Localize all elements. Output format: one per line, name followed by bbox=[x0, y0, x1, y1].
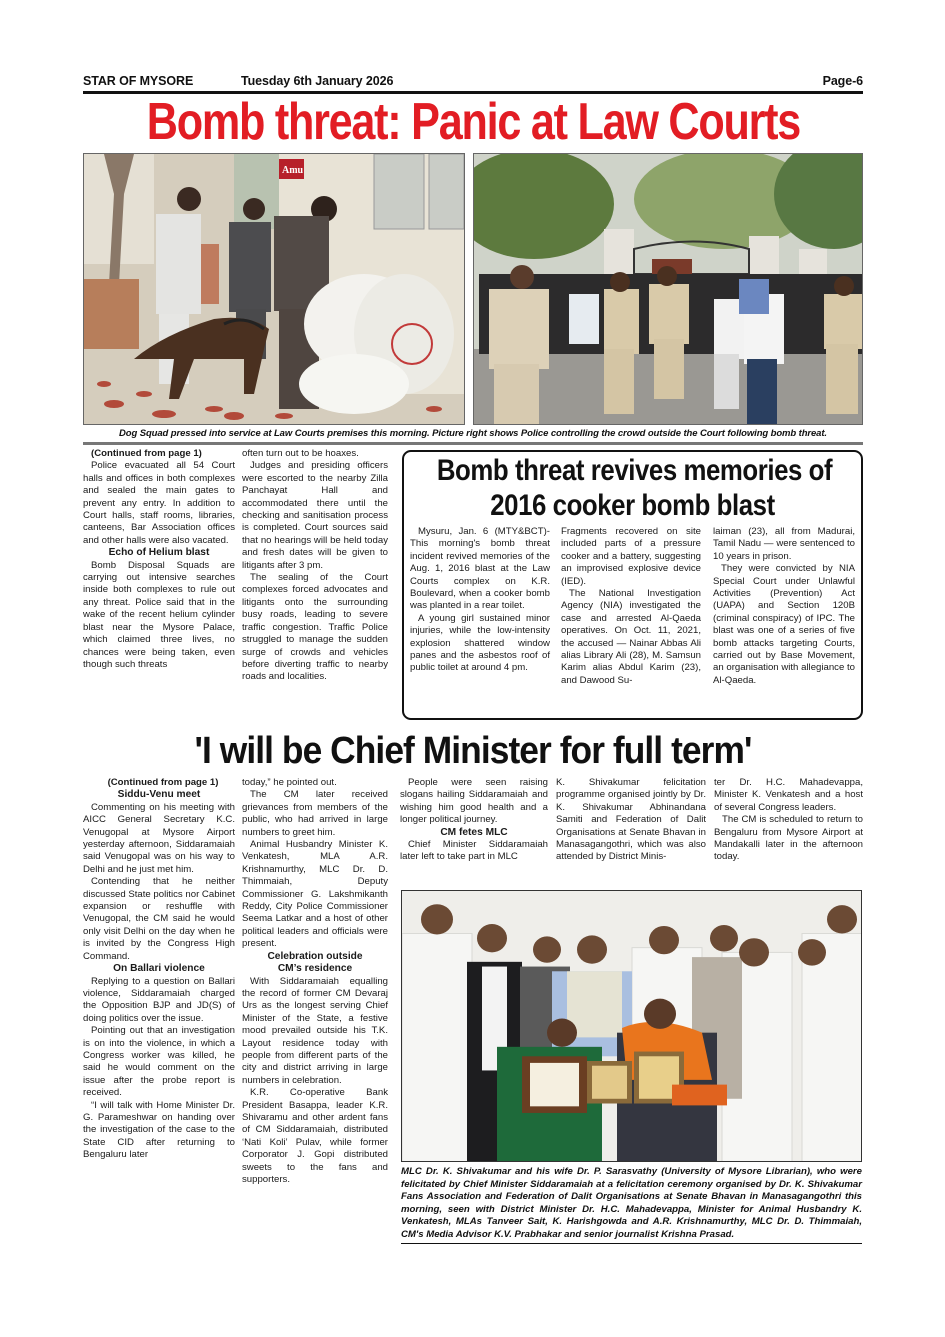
continued-label: (Continued from page 1) bbox=[107, 777, 219, 788]
continued-label: (Continued from page 1) bbox=[91, 448, 202, 459]
subheading: Celebration outside bbox=[267, 950, 363, 962]
shop-sign: Amu bbox=[282, 165, 304, 176]
story3-column-2 bbox=[242, 777, 388, 1186]
newspaper-name: STAR OF MYSORE bbox=[83, 74, 194, 88]
paragraph: The sealing of the Court complexes forced advocates and litigants onto the surrounding busy roads, leading to severe traffic congestion. Traffic Police struggled to manage the sudden surge of crowds and vehicles before diverting traffic to nearby roads and localities. bbox=[242, 572, 388, 683]
paragraph: Chief Minister Siddaramaiah later left to take part in MLC bbox=[400, 839, 548, 863]
story3-column-5 bbox=[714, 777, 863, 864]
story1-column-2 bbox=[242, 448, 388, 684]
paragraph: K.R. Co-operative Bank President Basappa, leader K.R. Shivaramu and other ardent fans of CM Siddaramaiah, distributed ‘Nati Koli’ Pulav, while former Corporator J. Gopi distributed sweets to the fans and supporters. bbox=[242, 1087, 388, 1185]
story3-column-1 bbox=[83, 777, 235, 1162]
photo-caption-felicitation: MLC Dr. K. Shivakumar and his wife Dr. P. Sarasvathy (University of Mysore Librarian), who were felicitated by Chief Minister Siddaramaiah at a felicitation ceremony organised by Dr. K. Shivakumar Fans Association and Federation of Dalit Organisations at Senate Bhavan in Manasagangothri this morning, seen with District Minister Dr. H.C. Mahadevappa, Minister for Animal Husbandry K. Venkatesh, MLAs Tanveer Sait, K. Harishgowda and A.R. Krishnamurthy, MLC Dr. D. Thimmaiah, CM's Media Advisor K.V. Prabhakar and senior journalist Krishna Prasad. bbox=[401, 1166, 862, 1244]
story2-column-3 bbox=[713, 526, 855, 687]
masthead bbox=[83, 72, 863, 90]
photo-felicitation-ceremony bbox=[401, 890, 862, 1162]
paragraph: Judges and presiding officers were escorted to the nearby Zilla Panchayat Hall and accommodated there until the checking and sanitisation process is completed. Court sources said that no hearings will be held today and fresh dates will be given to litigants after 3 pm. bbox=[242, 460, 388, 571]
paragraph: The CM later received grievances from members of the public, who had arrived in large numbers to greet him. bbox=[242, 789, 388, 838]
paragraph: Police evacuated all 54 Court halls and offices in both complexes and sealed the main gates to prevent any entry. In addition to Court halls, staff rooms, libraries, canteens, Bar Association offices and other halls were also vacated. bbox=[83, 460, 235, 546]
subheading: CM’s residence bbox=[277, 963, 353, 975]
felicitation-illustration bbox=[402, 891, 862, 1162]
paragraph: Mysuru, Jan. 6 (MTY&BCT)- This morning's bomb threat incident revived memories of the Aug. 1, 2016 blast at the Law Courts complex on K.R. Boulevard, when a cooker bomb was planted in a rear toilet. bbox=[410, 526, 550, 612]
subheading: CM fetes MLC bbox=[440, 826, 508, 838]
cm-headline: 'I will be Chief Minister for full term' bbox=[194, 730, 752, 772]
box-headline bbox=[436, 453, 833, 523]
subheading: On Ballari violence bbox=[113, 963, 205, 975]
paragraph: “I will talk with Home Minister Dr. G. Parameshwar on handing over the investigation of the case to the State CID after returning to Bengaluru later bbox=[83, 1099, 235, 1161]
paragraph: today,” he pointed out. bbox=[242, 777, 337, 788]
subheading: Echo of Helium blast bbox=[108, 547, 210, 559]
paragraph: The National Investigation Agency (NIA) investigated the case and arrested Al-Qaeda operatives. On Oct. 11, 2021, the accused — Nainar Abbas Ali alias Library Ali (28), M. Samsun Karim alias Abdul Karim (23), and Dawood Su- bbox=[561, 588, 701, 686]
main-headline: Bomb threat: Panic at Law Courts bbox=[146, 93, 801, 151]
paragraph: Pointing out that an investigation is on into the violence, in which a Congress worker was killed, he said he would comment on the issue after the probe report is received. bbox=[83, 1025, 235, 1099]
paragraph: Animal Husbandry Minister K. Venkatesh, MLA A.R. Krishnamurthy, MLC Dr. D. Thimmaiah, Deputy Commissioner G. Lakshmikanth Reddy, City Police Commissioner Seema Latkar and a host of other political leaders and officials were present. bbox=[242, 839, 388, 950]
paragraph: With Siddaramaiah equalling the record of former CM Devaraj Urs as the longest serving Chief Minister of the State, a festive mood prevailed outside his T.K. Layout residence today with people from different parts of the city and district arriving in large numbers in celebration. bbox=[242, 975, 388, 1086]
paragraph: Contending that he neither discussed State politics nor Cabinet expansion or reshuffle with Venugopal, the CM said he would only visit Delhi on the day when he is invited by the Congress High Command. bbox=[83, 876, 235, 962]
paragraph: They were convicted by NIA Special Court under Unlawful Activities (Prevention) Act (UAPA) and Section 120B (criminal conspiracy) of IPC. The blast was one of a series of five bomb attacks targeting Courts, carried out by Base Movement, an organisation with allegiance to Al-Qaeda. bbox=[713, 563, 855, 686]
paragraph: A young girl sustained minor injuries, while the low-intensity explosion shattered window panes and the asbestos roof of public toilet at around 4 pm. bbox=[410, 612, 550, 674]
photo-dog-squad bbox=[83, 153, 465, 425]
dog-squad-illustration bbox=[84, 154, 465, 425]
story2-column-2 bbox=[561, 526, 701, 687]
crowd-illustration bbox=[474, 154, 863, 425]
section-rule bbox=[83, 442, 863, 445]
box-headline-line-2: 2016 cooker bomb blast bbox=[490, 489, 775, 522]
paragraph: ter Dr. H.C. Mahadevappa, Minister K. Venkatesh and a host of several Congress leaders. bbox=[714, 777, 863, 813]
paragraph: often turn out to be hoaxes. bbox=[242, 448, 359, 459]
paragraph: People were seen raising slogans hailing Siddaramaiah and wishing him good health and a longer political journey. bbox=[400, 777, 548, 826]
paragraph: Replying to a question on Ballari violence, Siddaramaiah charged the Opposition BJP and JD(S) of doing politics over the issue. bbox=[83, 975, 235, 1024]
paragraph: K. Shivakumar felicitation programme organised jointly by Dr. K. Shivakumar Abhinandana Samiti and Federation of Dalit Organisations at Senate Bhavan in Manasagangothri, which was also attended by District Minis- bbox=[556, 777, 706, 863]
story3-column-4 bbox=[556, 777, 706, 864]
subheading: Siddu-Venu meet bbox=[117, 789, 201, 801]
issue-date: Tuesday 6th January 2026 bbox=[241, 74, 394, 88]
paragraph: laiman (23), all from Madurai, Tamil Nadu — were sentenced to 10 years in prison. bbox=[713, 526, 855, 562]
paragraph: Bomb Disposal Squads are carrying out intensive searches inside both complexes to rule out any threat. Police said that in the wake of the recent helium cylinder blast near the Mysore Palace, which claimed three lives, no chances were being taken, even though such threats bbox=[83, 559, 235, 670]
story3-column-3 bbox=[400, 777, 548, 864]
paragraph: The CM is scheduled to return to Bengaluru from Mysore Airport at Mandakalli later in the afternoon today. bbox=[714, 814, 863, 863]
paragraph: Commenting on his meeting with AICC General Secretary K.C. Venugopal at Mysore Airport yesterday afternoon, Siddaramaiah said Venugopal was on his way to Delhi and he just met him. bbox=[83, 801, 235, 875]
photo-caption-bomb-threat: Dog Squad pressed into service at Law Courts premises this morning. Picture right shows Police controlling the crowd outside the Court following bomb threat. bbox=[119, 428, 827, 439]
paragraph: Fragments recovered on site included parts of a pressure cooker and a battery, suggesting an improvised explosive device (IED). bbox=[561, 526, 701, 587]
story2-column-1 bbox=[410, 526, 550, 675]
story1-column-1 bbox=[83, 448, 235, 671]
page-number: Page-6 bbox=[822, 74, 863, 88]
photo-crowd-outside-court bbox=[473, 153, 863, 425]
box-headline-line-1: Bomb threat revives memories of bbox=[436, 454, 833, 487]
